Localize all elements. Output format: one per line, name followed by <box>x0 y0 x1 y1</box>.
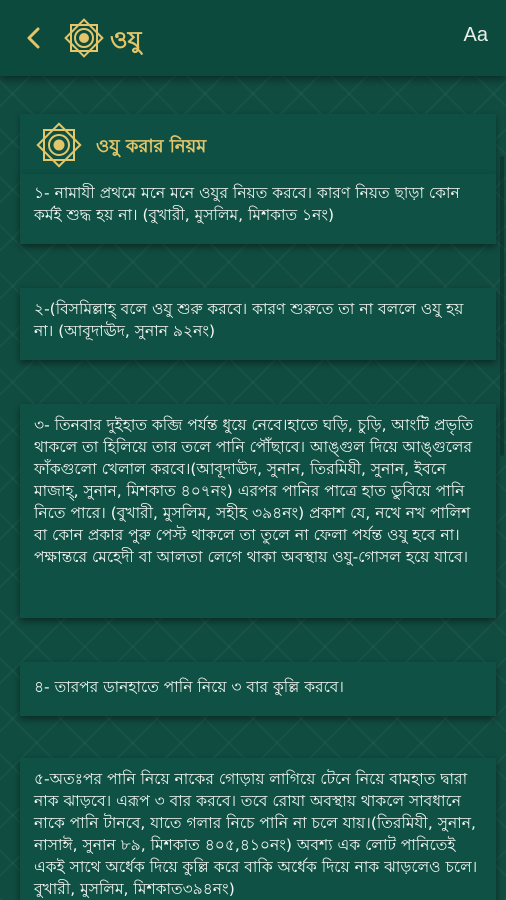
app-bar <box>0 0 506 76</box>
back-button[interactable] <box>16 20 52 56</box>
section-title: ওযু করার নিয়ম <box>96 136 207 157</box>
islamic-star-emblem-icon <box>36 122 82 168</box>
scrollbar[interactable] <box>500 156 504 456</box>
page-title: ওযু <box>110 26 142 54</box>
rule-card <box>20 662 496 716</box>
content-area[interactable] <box>0 76 506 900</box>
rule-text: ১- নামাযী প্রথমে মনে মনে ওযুর নিয়ত করবে। কারণ নিয়ত ছাড়া কোন কর্মই শুদ্ধ হয় না। (বুখারী, মুসলিম, মিশকাত ১নং) <box>34 184 460 224</box>
font-size-button[interactable]: Aa <box>463 24 488 46</box>
rule-card <box>20 758 496 900</box>
rule-card <box>20 404 496 618</box>
rule-text: ৩- তিনবার দুইহাত কব্জি পর্যন্ত ধুয়ে নেবে।হাতে ঘড়ি, চুড়ি, আংটি প্রভৃতি থাকলে তা হিলিয়ে তার তলে পানি পৌঁছাবে। আঙ্গুল দিয়ে আঙ্গুলের ফাঁকগুলো খেলাল করবে।(আবূদাঊদ, সুনান, তিরমিযী, সুনান, ইবনে মাজাহ্‌, সুনান, মিশকাত ৪০৭নং) এরপর পানির পাত্রে হাত ডুবিয়ে পানি নিতে পারে। (বুখারী, মুসলিম, সহীহ ৩৯৪নং) প্রকাশ যে, নখে নখ পালিশ বা কোন প্রকার পুরু পেস্ট থাকলে তা তুলে না ফেলা পর্যন্ত ওযু হবে না। পক্ষান্তরে মেহেদী বা আলতা লেগে থাকা অবস্থায় ওযু-গোসল হয়ে যাবে। <box>34 416 474 566</box>
rule-text: ৫-অতঃপর পানি নিয়ে নাকের গোড়ায় লাগিয়ে টেনে নিয়ে বামহাত দ্বারা নাক ঝাড়বে। এরূপ ৩ বার করবে। তবে রোযা অবস্থায় থাকলে সাবধানে নাকে পানি টানবে, যাতে গলার নিচে পানি না চলে যায়।(তিরমিযী, সুনান, নাসাঈ, সুনান ৮৯, মিশকাত ৪০৫,৪১০নং) অবশ্য এক লোট পানিতেই একই সাথে অর্ধেক দিয়ে কুল্লি করে বাকি অর্ধেক দিয়ে নাক ঝাড়লেও চলে।বুখারী, মুসলিম, মিশকাত৩৯৪নং) <box>34 770 478 898</box>
rule-card <box>20 288 496 360</box>
rule-text: ২-(বিসমিল্লাহ্‌ বলে ওযু শুরু করবে। কারণ শুরুতে তা না বললে ওযু হয় না। (আবূদাঊদ, সুনান ৯২নং) <box>34 300 464 340</box>
section-header <box>20 114 496 176</box>
back-chevron-icon <box>24 26 44 50</box>
islamic-star-emblem-icon <box>64 18 104 58</box>
rule-card <box>20 174 496 244</box>
rule-text: ৪- তারপর ডানহাতে পানি নিয়ে ৩ বার কুল্লি করবে। <box>34 678 344 696</box>
